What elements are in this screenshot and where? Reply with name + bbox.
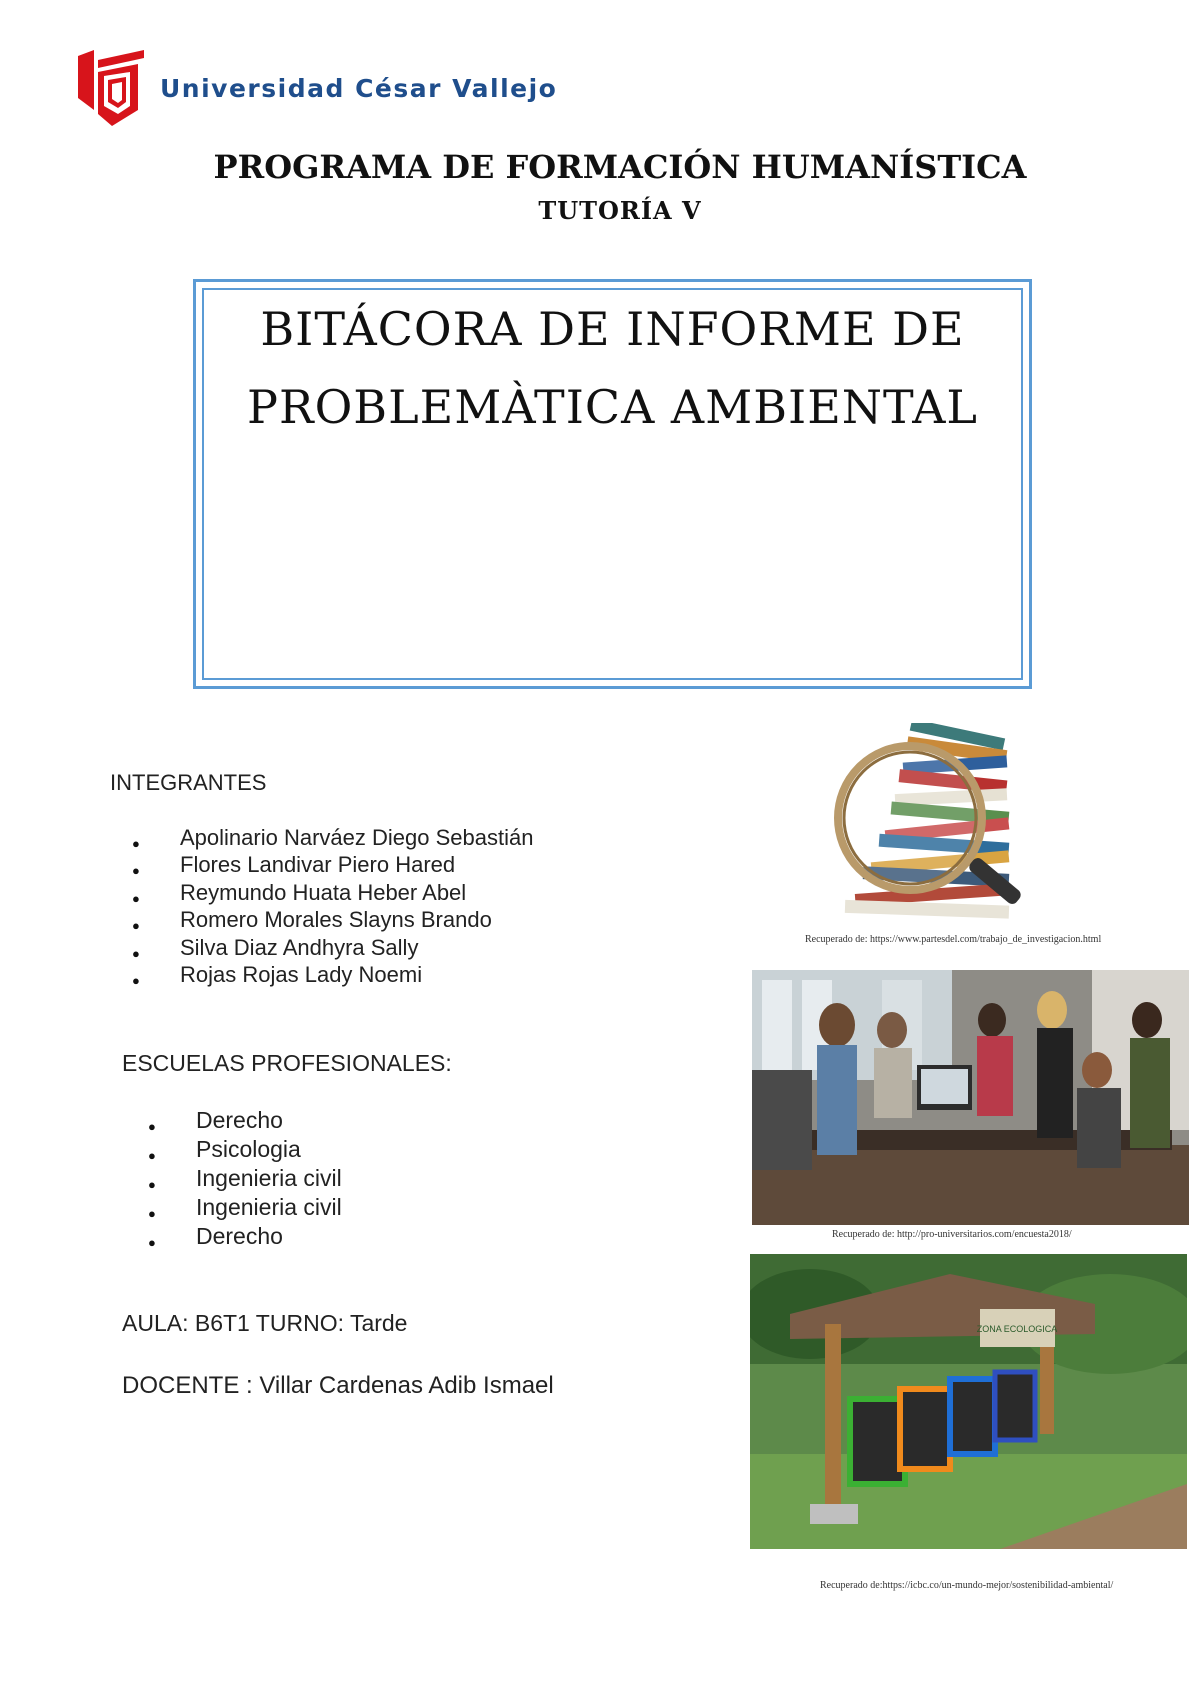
schools-list: [196, 1106, 342, 1251]
escuelas-heading: ESCUELAS PROFESIONALES:: [122, 1050, 452, 1076]
list-item: ● Romero Morales Slayns Brando: [180, 906, 533, 933]
books-magnifier-image: [815, 723, 1055, 928]
books-image-caption: Recuperado de: https://www.partesdel.com/trabajo_de_investigacion.html: [805, 934, 1102, 945]
title-box: [193, 279, 1032, 689]
list-item: ● Psicologia: [196, 1135, 342, 1164]
list-item: ● Flores Landivar Piero Hared: [180, 851, 533, 878]
students-working-image: [752, 970, 1189, 1225]
university-name: Universidad César Vallejo: [160, 74, 558, 103]
docente: DOCENTE : Villar Cardenas Adib Ismael: [122, 1372, 554, 1399]
list-item: ● Silva Diaz Andhyra Sally: [180, 934, 533, 961]
list-item: ● Derecho: [196, 1106, 342, 1135]
list-item: ● Ingenieria civil: [196, 1193, 342, 1222]
list-item: ● Ingenieria civil: [196, 1164, 342, 1193]
list-item: ● Rojas Rojas Lady Noemi: [180, 961, 533, 988]
program-title: PROGRAMA DE FORMACIÓN HUMANÍSTICA: [213, 148, 1027, 186]
recycling-bins-image: [750, 1254, 1187, 1549]
members-list: [180, 824, 533, 988]
program-subtitle: TUTORÍA V: [538, 196, 702, 225]
aula-turno: AULA: B6T1 TURNO: Tarde: [122, 1310, 408, 1336]
integrantes-heading: INTEGRANTES: [110, 770, 267, 795]
report-title-line1: BITÁCORA DE INFORME DE: [260, 302, 965, 356]
bins-sign-text: ZONA ECOLOGICA: [976, 1324, 1058, 1334]
list-item: ● Derecho: [196, 1222, 342, 1251]
university-logo: [78, 50, 146, 126]
report-title-line2: PROBLEMÀTICA AMBIENTAL: [247, 380, 978, 434]
list-item: ● Apolinario Narváez Diego Sebastián: [180, 824, 533, 851]
bins-image-caption: Recuperado de:https://icbc.co/un-mundo-mejor/sostenibilidad-ambiental/: [820, 1580, 1114, 1591]
list-item: ● Reymundo Huata Heber Abel: [180, 879, 533, 906]
students-image-caption: Recuperado de: http://pro-universitarios.com/encuesta2018/: [832, 1229, 1072, 1240]
